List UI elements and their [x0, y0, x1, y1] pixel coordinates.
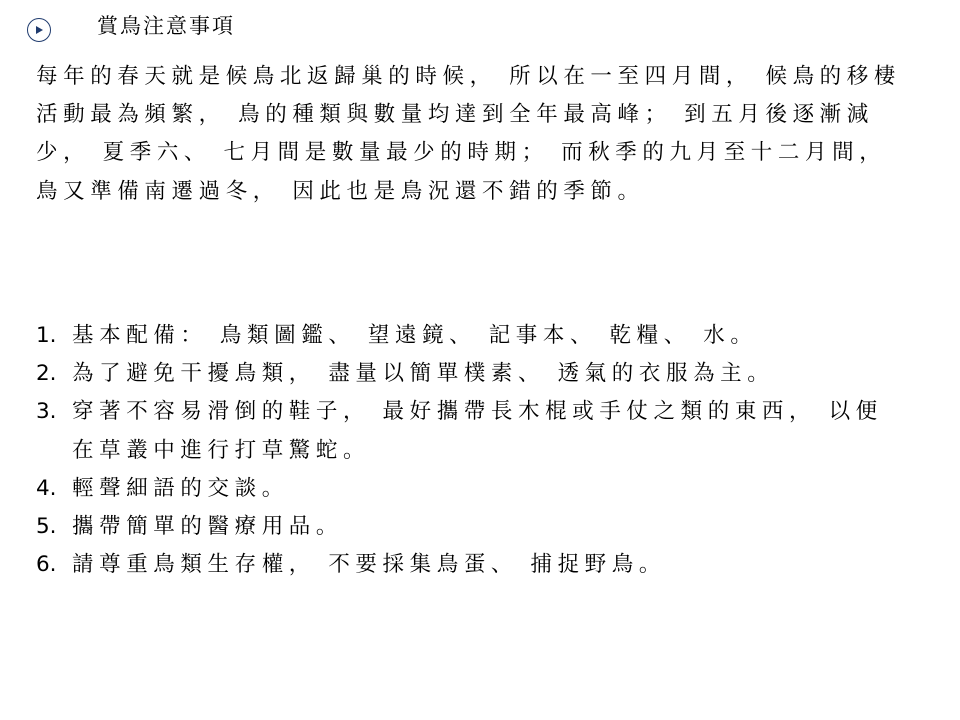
list-item-text: 請尊重鳥類生存權， 不要採集鳥蛋、 捕捉野鳥。 — [72, 552, 666, 578]
list-item-number: 1. — [36, 323, 57, 348]
list-item — [36, 508, 906, 546]
list-item-number: 6. — [36, 552, 57, 578]
list-item — [36, 546, 906, 584]
list-item-text: 基本配備： 鳥類圖鑑、 望遠鏡、 記事本、 乾糧、 水。 — [72, 323, 758, 348]
list-item-text: 穿著不容易滑倒的鞋子， 最好攜帶長木棍或手仗之類的東西， 以便在草叢中進行打草驚蛇。 — [72, 399, 883, 463]
intro-paragraph: 每年的春天就是候鳥北返歸巢的時候， 所以在一至四月間， 候鳥的移棲活動最為頻繁， 鳥的種類與數量均達到全年最高峰； 到五月後逐漸減少， 夏季六、 七月間是數量最少的時期； 而秋季的九月至十二月間， 鳥又準備南遷過冬， 因此也是鳥況還不錯的季節。 — [36, 64, 901, 204]
list-item-number: 2. — [36, 361, 57, 387]
list-item — [36, 470, 906, 508]
page-title: 賞鳥注意事項 — [97, 14, 235, 38]
list-item — [36, 355, 906, 393]
list-item-number: 3. — [36, 399, 57, 425]
list-item — [36, 317, 906, 355]
tips-list — [36, 317, 906, 584]
play-icon — [34, 25, 44, 35]
list-item-text: 輕聲細語的交談。 — [72, 475, 289, 501]
list-item-number: 5. — [36, 514, 57, 540]
list-item-text: 為了避免干擾鳥類， 盡量以簡單樸素、 透氣的衣服為主。 — [72, 361, 775, 387]
list-item-number: 4. — [36, 475, 57, 501]
audio-play-button[interactable] — [27, 18, 51, 42]
list-item-text: 攜帶簡單的醫療用品。 — [72, 514, 344, 540]
list-item — [36, 393, 906, 469]
